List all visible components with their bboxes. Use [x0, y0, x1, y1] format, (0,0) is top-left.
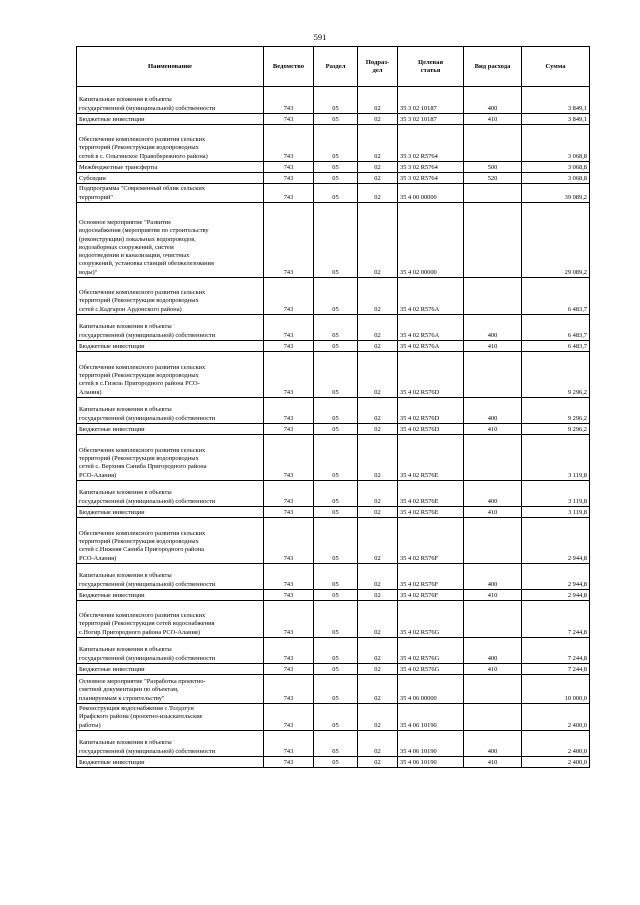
row-target-article-cell: 35 4 02 R576D: [398, 398, 464, 424]
row-name-cell: Капитальные вложения в объекты государственной (муниципальной) собственности: [77, 87, 264, 114]
row-section-cell: 05: [314, 757, 358, 768]
row-department-cell: 743: [264, 564, 314, 590]
row-target-article-cell: 35 4 02 R576D: [398, 424, 464, 435]
row-expense-type-cell: [464, 601, 522, 638]
row-name-cell: Бюджетные инвестиции: [77, 114, 264, 125]
row-sum-cell: 9 296,2: [522, 424, 590, 435]
row-name-cell: Бюджетные инвестиции: [77, 757, 264, 768]
row-target-article-cell: 35 3 02 R5764: [398, 173, 464, 184]
row-department-cell: 743: [264, 664, 314, 675]
row-sum-cell: 7 244,8: [522, 638, 590, 664]
row-sum-cell: 2 944,8: [522, 518, 590, 564]
row-subsection-cell: 02: [358, 114, 398, 125]
row-name-cell: Бюджетные инвестиции: [77, 507, 264, 518]
row-sum-cell: 3 068,8: [522, 162, 590, 173]
row-section-cell: 05: [314, 203, 358, 278]
header-subsection: Подраз- дел: [358, 47, 398, 87]
row-department-cell: 743: [264, 601, 314, 638]
row-sum-cell: 3 068,8: [522, 125, 590, 162]
row-target-article-cell: 35 4 02 R576E: [398, 481, 464, 507]
row-target-article-cell: 35 4 06 00000: [398, 675, 464, 704]
row-expense-type-cell: 400: [464, 398, 522, 424]
row-subsection-cell: 02: [358, 601, 398, 638]
row-name-cell: Бюджетные инвестиции: [77, 424, 264, 435]
row-expense-type-cell: 400: [464, 87, 522, 114]
header-sum: Сумма: [522, 47, 590, 87]
row-expense-type-cell: 410: [464, 757, 522, 768]
row-section-cell: 05: [314, 564, 358, 590]
row-expense-type-cell: [464, 675, 522, 704]
table-row: [77, 278, 590, 315]
row-target-article-cell: 35 4 02 R576A: [398, 315, 464, 341]
row-section-cell: 05: [314, 704, 358, 731]
table-row: [77, 424, 590, 435]
row-name-cell: Капитальные вложения в объекты государственной (муниципальной) собственности: [77, 315, 264, 341]
row-name-cell: Капитальные вложения в объекты государственной (муниципальной) собственности: [77, 481, 264, 507]
row-target-article-cell: 35 4 02 R576G: [398, 664, 464, 675]
row-target-article-cell: 35 4 02 R576D: [398, 352, 464, 398]
row-target-article-cell: 35 3 02 R5764: [398, 162, 464, 173]
table-row: [77, 398, 590, 424]
row-sum-cell: 2 400,0: [522, 757, 590, 768]
row-department-cell: 743: [264, 704, 314, 731]
table-row: [77, 664, 590, 675]
row-section-cell: 05: [314, 315, 358, 341]
table-row: [77, 757, 590, 768]
row-target-article-cell: 35 4 06 10190: [398, 757, 464, 768]
row-subsection-cell: 02: [358, 481, 398, 507]
page-number: 591: [313, 32, 327, 42]
row-section-cell: 05: [314, 518, 358, 564]
table-row: [77, 564, 590, 590]
header-target-article: Целевая статья: [398, 47, 464, 87]
table-row: [77, 435, 590, 481]
row-subsection-cell: 02: [358, 435, 398, 481]
row-department-cell: 743: [264, 435, 314, 481]
row-name-cell: Основное мероприятие "Разработка проектно- сметной документации по объектам, планируемым к строительству": [77, 675, 264, 704]
row-department-cell: 743: [264, 125, 314, 162]
row-expense-type-cell: 410: [464, 424, 522, 435]
row-name-cell: Бюджетные инвестиции: [77, 590, 264, 601]
row-sum-cell: 9 296,2: [522, 398, 590, 424]
row-subsection-cell: 02: [358, 424, 398, 435]
row-section-cell: 05: [314, 341, 358, 352]
row-section-cell: 05: [314, 125, 358, 162]
table-row: [77, 203, 590, 278]
table-row: [77, 315, 590, 341]
row-sum-cell: 2 400,0: [522, 704, 590, 731]
row-subsection-cell: 02: [358, 675, 398, 704]
row-target-article-cell: 35 4 06 10190: [398, 704, 464, 731]
row-department-cell: 743: [264, 481, 314, 507]
row-section-cell: 05: [314, 352, 358, 398]
row-department-cell: 743: [264, 114, 314, 125]
header-department: Ведомство: [264, 47, 314, 87]
table-row: [77, 507, 590, 518]
row-department-cell: 743: [264, 398, 314, 424]
row-sum-cell: 29 089,2: [522, 203, 590, 278]
row-section-cell: 05: [314, 398, 358, 424]
row-sum-cell: 2 944,8: [522, 590, 590, 601]
row-expense-type-cell: 410: [464, 507, 522, 518]
row-section-cell: 05: [314, 731, 358, 757]
row-sum-cell: 2 944,8: [522, 564, 590, 590]
row-department-cell: 743: [264, 757, 314, 768]
row-target-article-cell: 35 3 02 R5764: [398, 125, 464, 162]
row-department-cell: 743: [264, 173, 314, 184]
row-expense-type-cell: 520: [464, 173, 522, 184]
row-section-cell: 05: [314, 162, 358, 173]
row-expense-type-cell: 400: [464, 638, 522, 664]
row-subsection-cell: 02: [358, 731, 398, 757]
row-expense-type-cell: [464, 704, 522, 731]
table-row: [77, 638, 590, 664]
row-sum-cell: 7 244,8: [522, 601, 590, 638]
table-row: [77, 125, 590, 162]
row-subsection-cell: 02: [358, 664, 398, 675]
table-row: [77, 731, 590, 757]
row-expense-type-cell: [464, 203, 522, 278]
row-name-cell: Обеспечение комплексного развития сельских территорий (Реконструкция водопроводных сетей с.Нижняя Саниба Пригородного района РСО-Алания): [77, 518, 264, 564]
row-department-cell: 743: [264, 507, 314, 518]
row-subsection-cell: 02: [358, 162, 398, 173]
row-name-cell: Обеспечение комплексного развития сельских территорий (Реконструкция водопроводных сетей с. Верхняя Саниба Пригородного района РСО-Алания): [77, 435, 264, 481]
row-expense-type-cell: 410: [464, 341, 522, 352]
row-subsection-cell: 02: [358, 173, 398, 184]
row-name-cell: Обеспечение комплексного развития сельских территорий (Реконструкция водопроводных сетей с.Кадгарон Ардонского района): [77, 278, 264, 315]
row-target-article-cell: 35 4 00 00000: [398, 184, 464, 203]
table-row: [77, 352, 590, 398]
row-section-cell: 05: [314, 664, 358, 675]
row-department-cell: 743: [264, 278, 314, 315]
row-subsection-cell: 02: [358, 184, 398, 203]
row-department-cell: 743: [264, 315, 314, 341]
row-target-article-cell: 35 4 02 R576E: [398, 435, 464, 481]
row-subsection-cell: 02: [358, 518, 398, 564]
row-name-cell: Капитальные вложения в объекты государственной (муниципальной) собственности: [77, 564, 264, 590]
table-row: [77, 704, 590, 731]
row-name-cell: Обеспечение комплексного развития сельских территорий (Реконструкция сетей водоснабжения с.Ногир Пригородного района РСО-Алания): [77, 601, 264, 638]
row-sum-cell: 3 119,8: [522, 481, 590, 507]
row-section-cell: 05: [314, 87, 358, 114]
row-department-cell: 743: [264, 731, 314, 757]
row-department-cell: 743: [264, 590, 314, 601]
row-target-article-cell: 35 4 06 10190: [398, 731, 464, 757]
row-name-cell: Капитальные вложения в объекты государственной (муниципальной) собственности: [77, 398, 264, 424]
row-target-article-cell: 35 3 02 10187: [398, 87, 464, 114]
row-section-cell: 05: [314, 601, 358, 638]
row-name-cell: Субсидии: [77, 173, 264, 184]
row-department-cell: 743: [264, 203, 314, 278]
row-subsection-cell: 02: [358, 341, 398, 352]
row-expense-type-cell: 410: [464, 664, 522, 675]
row-expense-type-cell: [464, 435, 522, 481]
row-department-cell: 743: [264, 518, 314, 564]
row-name-cell: Подпрограмма "Современный облик сельских территорий": [77, 184, 264, 203]
table-row: [77, 184, 590, 203]
budget-table: [76, 46, 590, 768]
row-name-cell: Капитальные вложения в объекты государственной (муниципальной) собственности: [77, 638, 264, 664]
row-subsection-cell: 02: [358, 564, 398, 590]
row-target-article-cell: 35 4 02 R576A: [398, 341, 464, 352]
row-subsection-cell: 02: [358, 125, 398, 162]
row-target-article-cell: 35 4 02 R576F: [398, 564, 464, 590]
row-name-cell: Бюджетные инвестиции: [77, 664, 264, 675]
row-expense-type-cell: [464, 125, 522, 162]
row-section-cell: 05: [314, 278, 358, 315]
row-sum-cell: 2 400,0: [522, 731, 590, 757]
row-subsection-cell: 02: [358, 590, 398, 601]
row-section-cell: 05: [314, 435, 358, 481]
row-name-cell: Основное мероприятие "Развитие водоснабжения (мероприятия по строительству (реконструкции) локальных водопроводов, водозаборных сооружений, систем водоотведения и канализации, очистных сооружений, установка станций обезжелезования воды)": [77, 203, 264, 278]
row-subsection-cell: 02: [358, 757, 398, 768]
row-expense-type-cell: 400: [464, 481, 522, 507]
row-section-cell: 05: [314, 424, 358, 435]
row-department-cell: 743: [264, 162, 314, 173]
row-sum-cell: 6 483,7: [522, 341, 590, 352]
row-subsection-cell: 02: [358, 398, 398, 424]
row-section-cell: 05: [314, 173, 358, 184]
table-row: [77, 341, 590, 352]
row-section-cell: 05: [314, 114, 358, 125]
row-sum-cell: 7 244,8: [522, 664, 590, 675]
row-department-cell: 743: [264, 352, 314, 398]
table-row: [77, 87, 590, 114]
row-sum-cell: 6 483,7: [522, 278, 590, 315]
row-target-article-cell: 35 4 02 R576F: [398, 590, 464, 601]
header-section: Раздел: [314, 47, 358, 87]
row-subsection-cell: 02: [358, 87, 398, 114]
row-expense-type-cell: 400: [464, 731, 522, 757]
row-sum-cell: 3 119,8: [522, 507, 590, 518]
row-department-cell: 743: [264, 184, 314, 203]
row-sum-cell: 3 119,8: [522, 435, 590, 481]
row-subsection-cell: 02: [358, 203, 398, 278]
row-expense-type-cell: 400: [464, 564, 522, 590]
table-row: [77, 590, 590, 601]
row-section-cell: 05: [314, 507, 358, 518]
row-expense-type-cell: [464, 352, 522, 398]
row-department-cell: 743: [264, 424, 314, 435]
table-row: [77, 481, 590, 507]
row-sum-cell: 3 068,8: [522, 173, 590, 184]
table-row: [77, 675, 590, 704]
row-target-article-cell: 35 3 02 10187: [398, 114, 464, 125]
row-expense-type-cell: [464, 278, 522, 315]
row-subsection-cell: 02: [358, 315, 398, 341]
row-target-article-cell: 35 4 02 R576G: [398, 601, 464, 638]
row-name-cell: Реконструкция водоснабжения с.Толдзгун Ирафского района (проектно-изыскательские работы): [77, 704, 264, 731]
table-row: [77, 601, 590, 638]
table-header-row: [77, 47, 590, 87]
row-department-cell: 743: [264, 341, 314, 352]
row-name-cell: Обеспечение комплексного развития сельских территорий (Реконструкция водопроводных сетей в с. Ольгинское Правобережного района): [77, 125, 264, 162]
row-sum-cell: 3 849,1: [522, 87, 590, 114]
row-expense-type-cell: 400: [464, 315, 522, 341]
row-expense-type-cell: 500: [464, 162, 522, 173]
row-subsection-cell: 02: [358, 638, 398, 664]
row-section-cell: 05: [314, 638, 358, 664]
row-expense-type-cell: 410: [464, 114, 522, 125]
row-section-cell: 05: [314, 675, 358, 704]
row-expense-type-cell: 410: [464, 590, 522, 601]
row-department-cell: 743: [264, 87, 314, 114]
row-subsection-cell: 02: [358, 352, 398, 398]
row-sum-cell: 9 296,2: [522, 352, 590, 398]
row-sum-cell: 3 849,1: [522, 114, 590, 125]
row-target-article-cell: 35 4 02 R576G: [398, 638, 464, 664]
row-name-cell: Капитальные вложения в объекты государственной (муниципальной) собственности: [77, 731, 264, 757]
row-target-article-cell: 35 4 02 R576A: [398, 278, 464, 315]
row-sum-cell: 10 000,0: [522, 675, 590, 704]
row-department-cell: 743: [264, 638, 314, 664]
header-name: Наименование: [77, 47, 264, 87]
row-section-cell: 05: [314, 184, 358, 203]
row-name-cell: Бюджетные инвестиции: [77, 341, 264, 352]
row-subsection-cell: 02: [358, 704, 398, 731]
table-row: [77, 518, 590, 564]
row-department-cell: 743: [264, 675, 314, 704]
row-subsection-cell: 02: [358, 507, 398, 518]
table-row: [77, 114, 590, 125]
row-sum-cell: 6 483,7: [522, 315, 590, 341]
row-name-cell: Межбюджетные трансферты: [77, 162, 264, 173]
row-subsection-cell: 02: [358, 278, 398, 315]
header-expense-type: Вид расхода: [464, 47, 522, 87]
row-sum-cell: 39 089,2: [522, 184, 590, 203]
table-row: [77, 173, 590, 184]
row-target-article-cell: 35 4 02 00000: [398, 203, 464, 278]
row-target-article-cell: 35 4 02 R576F: [398, 518, 464, 564]
row-target-article-cell: 35 4 02 R576E: [398, 507, 464, 518]
row-expense-type-cell: [464, 518, 522, 564]
table-row: [77, 162, 590, 173]
row-expense-type-cell: [464, 184, 522, 203]
row-name-cell: Обеспечение комплексного развития сельских территорий (Реконструкция водопроводных сетей в с.Гизель Пригородного района РСО- Алания): [77, 352, 264, 398]
row-section-cell: 05: [314, 481, 358, 507]
row-section-cell: 05: [314, 590, 358, 601]
